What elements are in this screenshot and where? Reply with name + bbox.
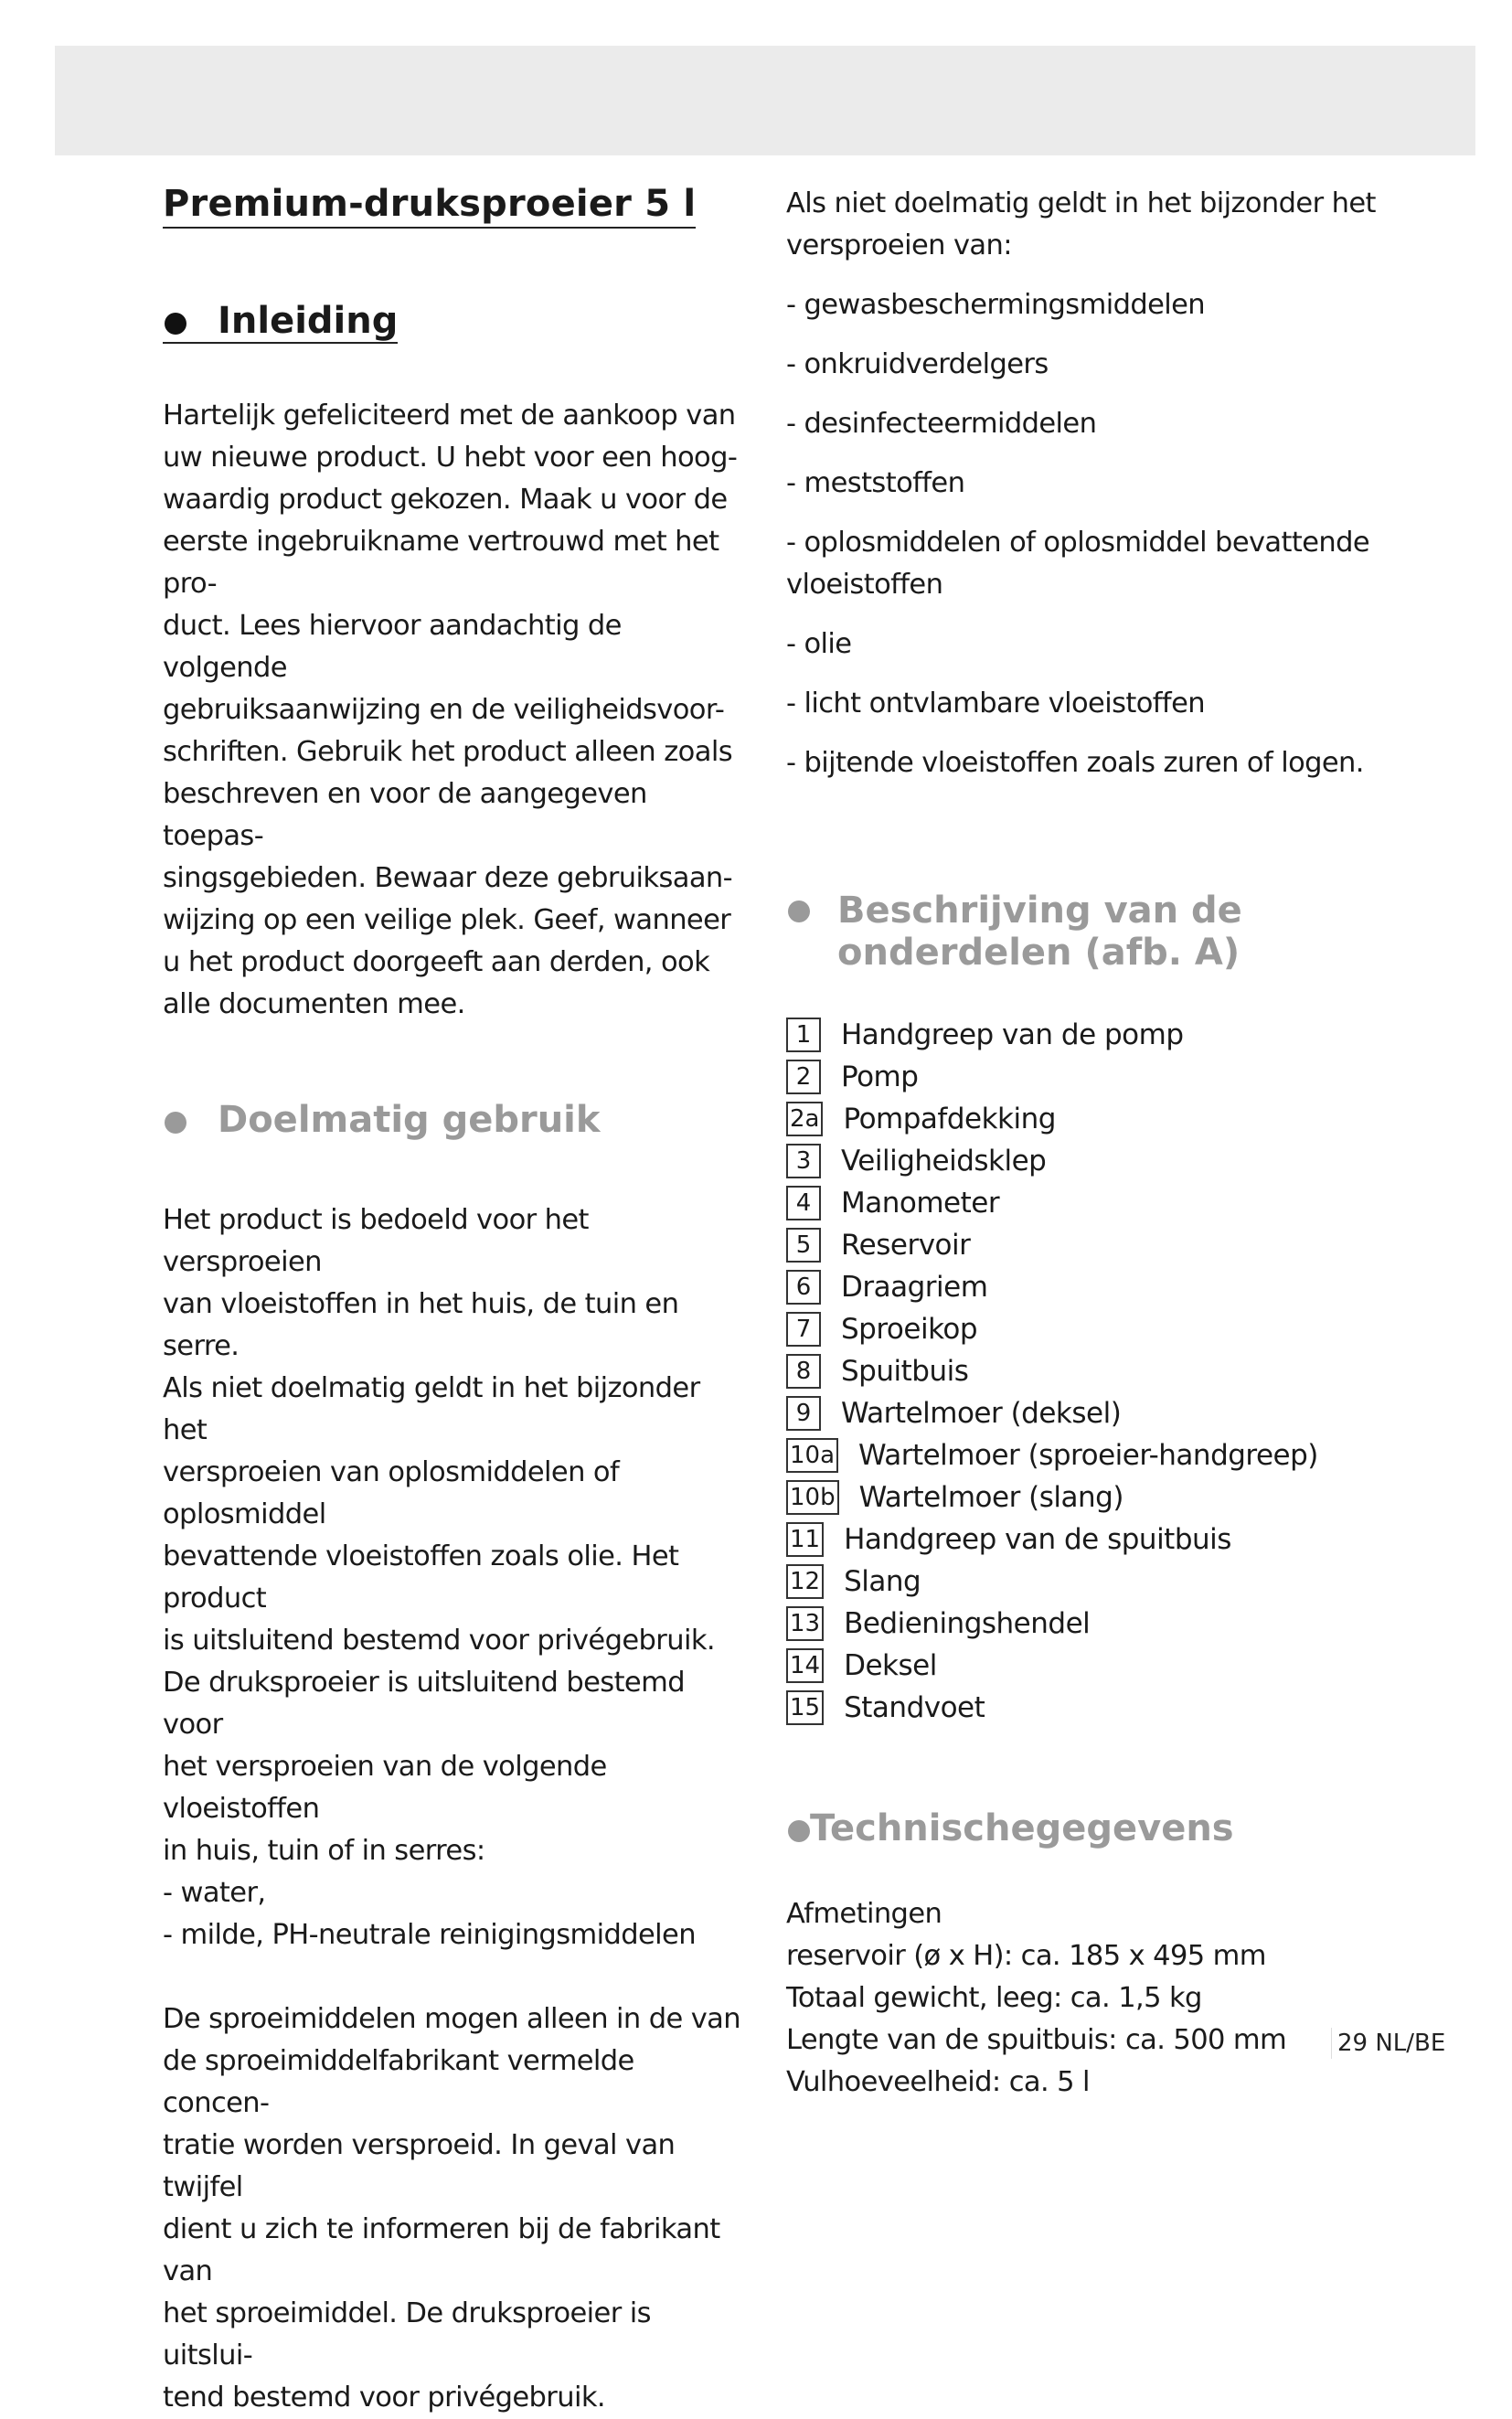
part-item	[786, 1098, 1390, 1140]
part-number: 15	[786, 1690, 824, 1725]
part-number: 4	[786, 1186, 821, 1220]
tech-line: Afmetingen	[786, 1898, 942, 1930]
tech-line: Lengte van de spuitbuis: ca. 500 mm	[786, 2024, 1287, 2056]
part-item	[786, 1056, 1390, 1098]
section-heading-inleiding	[163, 300, 398, 344]
list-item: - gewasbeschermingsmiddelen	[786, 289, 1206, 321]
part-label: Wartelmoer (slang)	[858, 1481, 1123, 1514]
page-number: 29 NL/BE	[1331, 2028, 1451, 2059]
part-number: 2a	[786, 1102, 823, 1136]
part-label: Deksel	[844, 1649, 937, 1682]
part-label: Wartelmoer (sproeier-handgreep)	[858, 1439, 1318, 1472]
part-item	[786, 1014, 1390, 1056]
part-label: Veiligheidsklep	[841, 1145, 1047, 1178]
part-label: Reservoir	[841, 1229, 971, 1262]
list-item: - licht ontvlambare vloeistoffen	[786, 687, 1205, 719]
heading-line-2: onderdelen (afb. A)	[837, 932, 1240, 974]
list-item: - oplosmiddelen of oplosmiddel bevattende vloeistoffen	[786, 527, 1370, 601]
part-label: Slang	[844, 1565, 921, 1598]
part-number: 9	[786, 1396, 821, 1431]
part-item	[786, 1266, 1390, 1308]
part-label: Draagriem	[841, 1271, 988, 1304]
section-heading-technische-gegevens	[786, 1807, 1390, 1849]
list-item: - desinfecteermiddelen	[786, 408, 1097, 440]
part-item	[786, 1308, 1390, 1350]
part-label: Pomp	[841, 1060, 919, 1093]
part-item	[786, 1687, 1390, 1729]
part-number: 13	[786, 1606, 824, 1641]
sprayer-agent-paragraph: De sproeimiddelen mogen alleen in de van de sproeimiddelfabrikant vermelde concen- tratie worden versproeid. In geval van twijfel dient u zich te informeren bij de fabrikant van het sproeimiddel. De druksproeier is uitslui- tend bestemd voor privégebruik.	[163, 2003, 741, 2414]
part-item	[786, 1350, 1390, 1392]
intro-paragraph: Hartelijk gefeliciteerd met de aankoop van uw nieuwe product. U hebt voor een hoog- waardig product gekozen. Maak u voor de eerste ingebruikname vertrouwd met het pro- duct. Lees hiervoor aandachtig de volgende gebruiksaanwijzing en de veiligheidsvoor- schriften. Gebruik het product alleen zoals beschreven en voor de aangegeven toepas- singsgebieden. Bewaar deze gebruiksaan- wijzing op een veilige plek. Geef, wanneer u het product doorgeeft aan derden, ook alle documenten mee.	[163, 400, 738, 1020]
document-title: Premium-druksproeier 5 l	[163, 183, 696, 229]
part-item	[786, 1434, 1390, 1476]
part-item	[786, 1645, 1390, 1687]
section-heading-label: Doelmatig gebruik	[218, 1099, 601, 1141]
header-band	[55, 46, 1475, 155]
part-number: 1	[786, 1018, 821, 1052]
part-label: Handgreep van de spuitbuis	[844, 1523, 1231, 1556]
not-intended-intro: Als niet doelmatig geldt in het bijzonder het versproeien van:	[786, 187, 1376, 261]
section-heading-label	[837, 890, 1242, 974]
list-item: - olie	[786, 628, 852, 660]
part-number: 8	[786, 1354, 821, 1389]
section-heading-label: Inleiding	[218, 300, 399, 342]
bullet-icon	[788, 900, 810, 922]
part-label: Spuitbuis	[841, 1355, 969, 1388]
part-item	[786, 1603, 1390, 1645]
part-item	[786, 1519, 1390, 1561]
part-item	[786, 1476, 1390, 1519]
part-number: 10a	[786, 1438, 838, 1473]
part-label: Standvoet	[844, 1691, 985, 1724]
bullet-icon	[165, 313, 186, 335]
heading-line-1: Beschrijving van de	[837, 890, 1242, 932]
section-heading-doelmatig	[163, 1099, 748, 1141]
bullet-icon	[788, 1820, 810, 1842]
right-column	[786, 183, 1390, 2104]
not-intended-list	[786, 267, 1390, 802]
part-number: 5	[786, 1228, 821, 1263]
part-number: 12	[786, 1564, 824, 1599]
part-label: Pompafdekking	[843, 1103, 1056, 1135]
part-item	[786, 1561, 1390, 1603]
technical-data-list	[786, 1893, 1390, 2104]
part-label: Manometer	[841, 1187, 1000, 1220]
part-item	[786, 1140, 1390, 1182]
part-number: 2	[786, 1060, 821, 1094]
part-label: Bedieningshendel	[844, 1607, 1091, 1640]
part-number: 3	[786, 1144, 821, 1178]
left-column	[163, 183, 748, 2419]
part-number: 7	[786, 1312, 821, 1347]
parts-list	[786, 1014, 1390, 1729]
allowed-liquids-list	[163, 1872, 748, 1956]
use-paragraph: Het product is bedoeld voor het versproeien van vloeistoffen in het huis, de tuin en serre. Als niet doelmatig geldt in het bijzonder het versproeien van oplosmiddelen of oplosmiddel bevattende vloeistoffen zoals olie. Het product is uitsluitend bestemd voor privégebruik. De druksproeier is uitsluitend bestemd voor het versproeien van de volgende vloeistoffen in huis, tuin of in serres:	[163, 1204, 715, 1867]
part-number: 6	[786, 1270, 821, 1305]
part-item	[786, 1182, 1390, 1224]
part-label: Handgreep van de pomp	[841, 1018, 1184, 1051]
section-heading-label: Technischegegevens	[810, 1807, 1234, 1849]
list-item: - meststoffen	[786, 467, 965, 499]
tech-line: Vulhoeveelheid: ca. 5 l	[786, 2066, 1090, 2098]
part-item	[786, 1392, 1390, 1434]
part-item	[786, 1224, 1390, 1266]
list-item: - water,	[163, 1877, 266, 1909]
part-number: 11	[786, 1522, 824, 1557]
list-item: - milde, PH-neutrale reinigingsmiddelen	[163, 1919, 696, 1951]
bullet-icon	[165, 1112, 186, 1134]
part-number: 14	[786, 1648, 824, 1683]
list-item: - onkruidverdelgers	[786, 348, 1049, 380]
section-heading-onderdelen	[786, 890, 1390, 974]
part-label: Wartelmoer (deksel)	[841, 1397, 1122, 1430]
tech-line: reservoir (ø x H): ca. 185 x 495 mm	[786, 1940, 1266, 1972]
part-label: Sproeikop	[841, 1313, 978, 1346]
list-item: - bijtende vloeistoffen zoals zuren of logen.	[786, 747, 1364, 779]
part-number: 10b	[786, 1480, 839, 1515]
tech-line: Totaal gewicht, leeg: ca. 1,5 kg	[786, 1982, 1202, 2014]
